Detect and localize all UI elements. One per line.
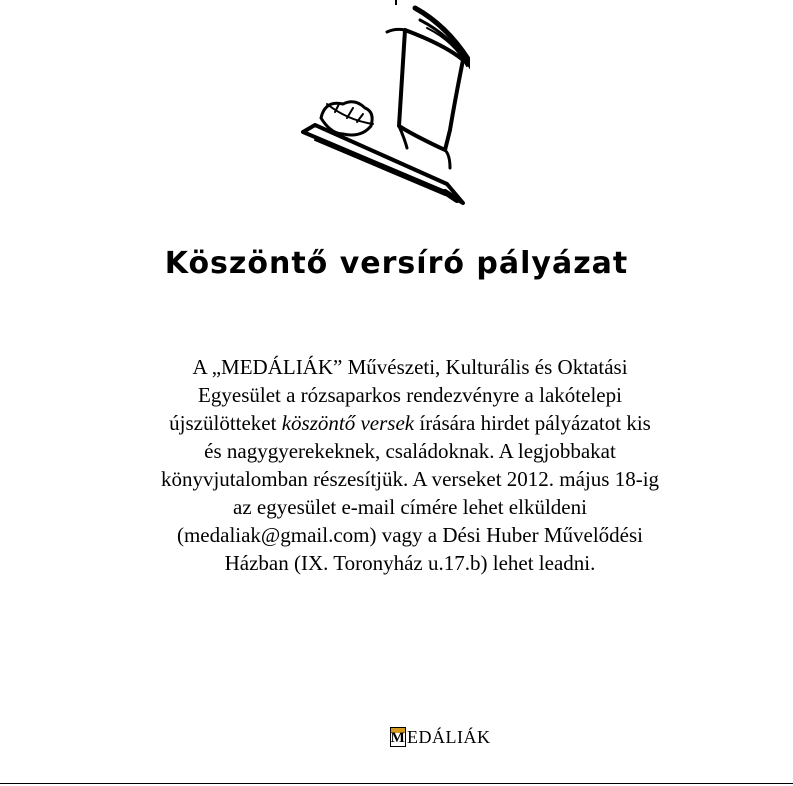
body-line-2: Egyesület a rózsaparkos rendezvényre a lakótelepi	[198, 383, 622, 407]
body-line-3-post: írására hirdet pályázatot kis	[414, 411, 651, 435]
brand-logo-initial: M	[390, 727, 406, 747]
body-line-4: és nagygyerekeknek, családoknak. A legjobbakat	[204, 439, 616, 463]
body-line-8: Házban (IX. Toronyház u.17.b) lehet leadni.	[224, 551, 596, 575]
body-line-3-emphasis: köszöntő versek	[281, 411, 415, 435]
body-line-5: könyvjutalomban részesítjük. A verseket 2012. május 18-ig	[160, 467, 660, 491]
page-title: Köszöntő versíró pályázat	[164, 246, 629, 281]
brand-logo	[390, 722, 490, 752]
book-and-quill-icon	[295, 0, 470, 212]
brand-logo-text: EDÁLIÁK	[407, 726, 491, 747]
announcement-text	[100, 353, 720, 577]
body-line-1: A „MEDÁLIÁK” Művészeti, Kulturális és Oktatási	[192, 355, 628, 379]
body-line-7: (medaliak@gmail.com) vagy a Dési Huber Művelődési	[176, 523, 644, 547]
body-line-3-pre: újszülötteket	[169, 411, 282, 435]
page-bottom-rule	[0, 783, 793, 784]
body-line-6: az egyesület e-mail címére lehet elküldeni	[233, 495, 587, 519]
